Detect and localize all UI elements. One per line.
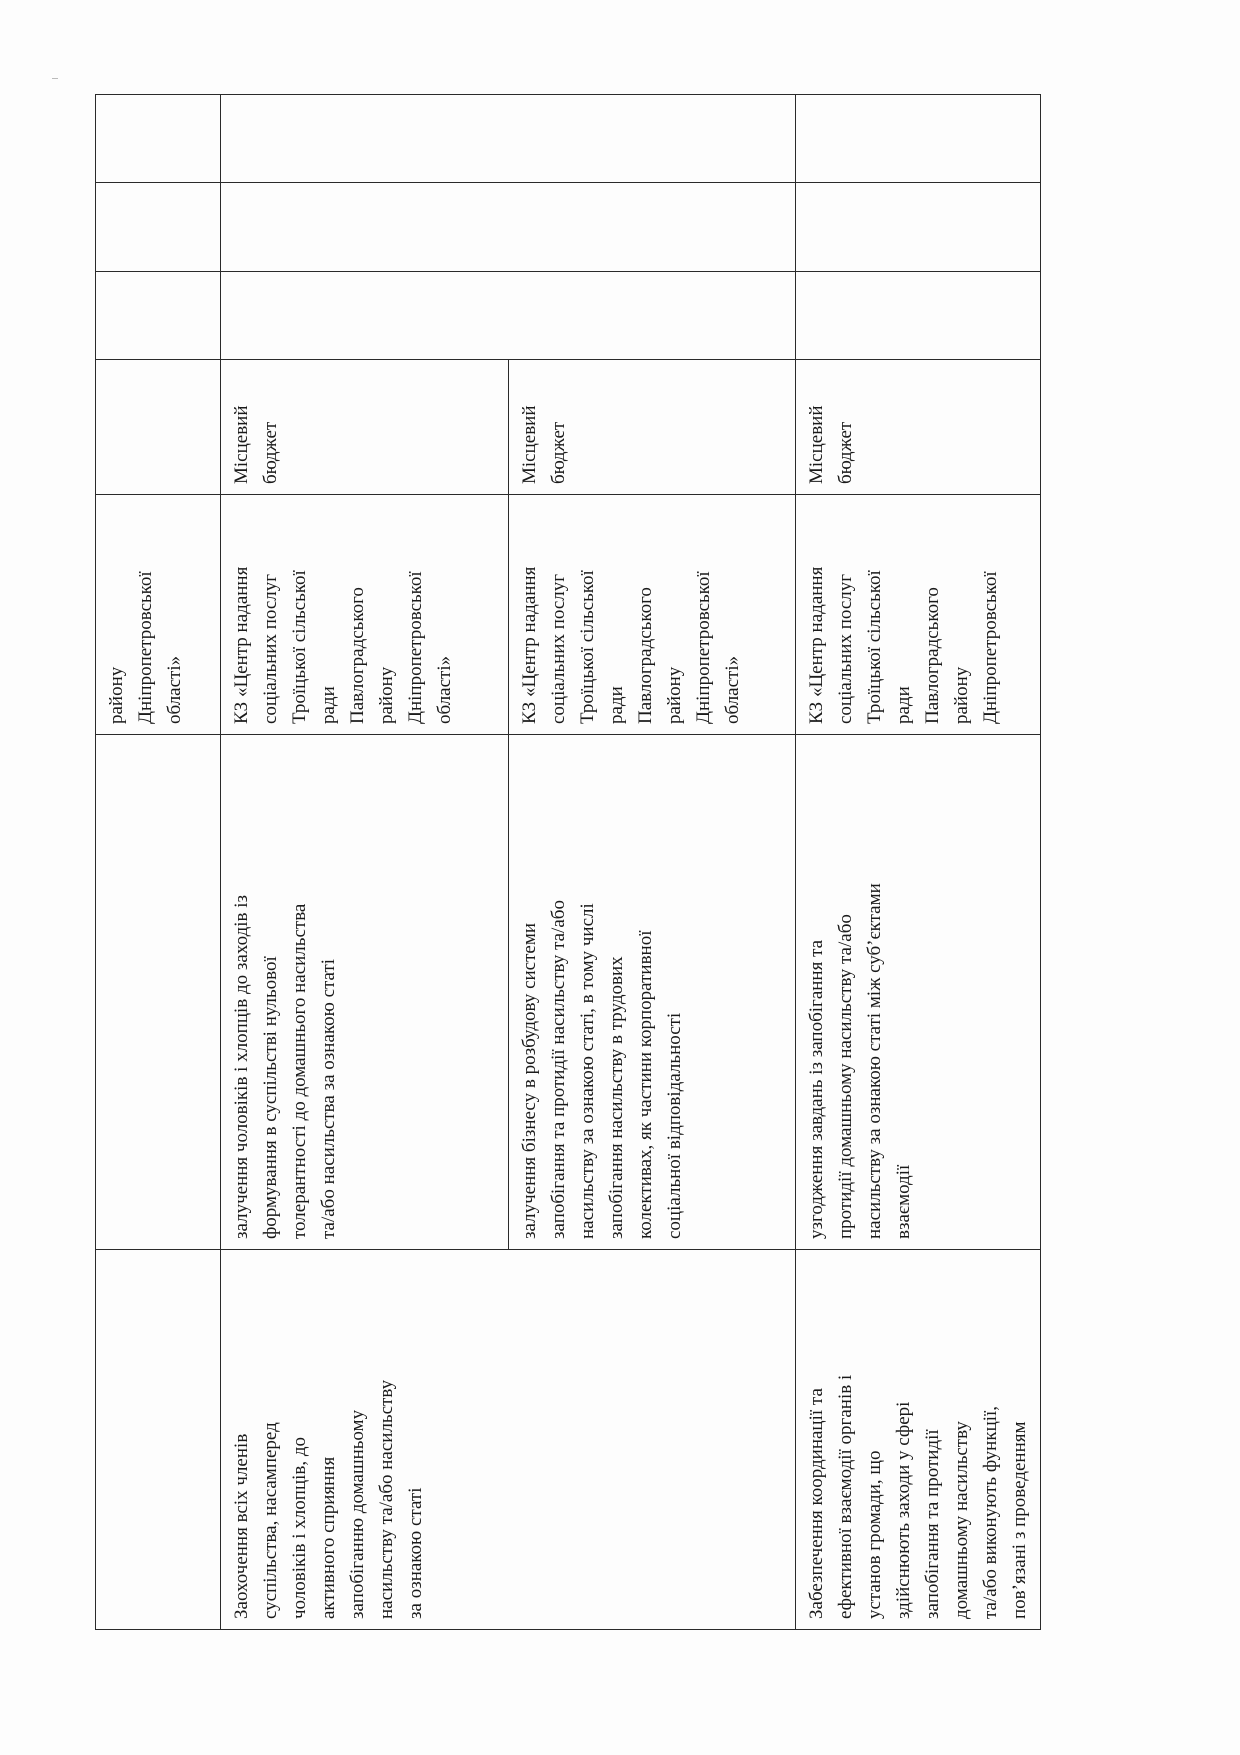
funding-line: бюджет xyxy=(260,421,281,484)
executor-line: Дніпропетровської xyxy=(980,571,1001,724)
measure-line: та/або насильства за ознакою статі xyxy=(318,958,339,1239)
task-line: за ознакою статі xyxy=(405,1487,426,1619)
executor-line: району xyxy=(106,666,127,724)
measure-line: колективах, як частини корпоративної xyxy=(635,930,656,1239)
executor-line: Дніпропетровської xyxy=(135,571,156,724)
measure-line: залучення бізнесу в розбудову системи xyxy=(519,922,540,1239)
table-row xyxy=(796,95,1041,1630)
measure-line: залучення чоловіків і хлопців до заходів із xyxy=(231,894,252,1239)
task-cell xyxy=(796,1250,1041,1630)
executor-line: соціальних послуг xyxy=(835,573,856,724)
executor-line: області» xyxy=(164,655,185,724)
executor-cell xyxy=(221,495,509,735)
executor-cell xyxy=(96,495,221,735)
funding-line: Місцевий xyxy=(806,405,827,484)
task-line: запобіганню домашньому xyxy=(347,1409,368,1619)
measure-cell xyxy=(221,735,509,1250)
empty-cell xyxy=(96,183,221,272)
measure-line: протидії домашньому насильству та/або xyxy=(835,914,856,1239)
task-line: здійснюють заходи у сфері xyxy=(893,1401,914,1619)
executor-line: ради xyxy=(893,686,914,724)
empty-cell xyxy=(796,272,1041,360)
executor-line: Троїцької сільської xyxy=(577,570,598,724)
funding-line: Місцевий xyxy=(231,405,252,484)
task-line: домашньому насильству xyxy=(951,1421,972,1619)
measure-cell xyxy=(796,735,1041,1250)
measure-line: узгодження завдань із запобігання та xyxy=(806,939,827,1239)
executor-line: Дніпропетровської xyxy=(405,571,426,724)
executor-line: КЗ «Центр надання xyxy=(231,566,252,724)
empty-cell xyxy=(221,95,796,183)
executor-cell xyxy=(796,495,1041,735)
task-line: Заохочення всіх членів xyxy=(231,1433,252,1619)
executor-line: КЗ «Центр надання xyxy=(806,566,827,724)
executor-line: району xyxy=(664,666,685,724)
task-line: ефективної взаємодії органів і xyxy=(835,1374,856,1619)
task-cell xyxy=(96,1250,221,1630)
executor-cell xyxy=(509,495,796,735)
executor-line: Павлоградського xyxy=(922,587,943,724)
empty-cell xyxy=(221,272,796,360)
executor-line: Троїцької сільської xyxy=(289,570,310,724)
task-line: чоловіків і хлопців, до xyxy=(289,1436,310,1619)
executor-line: Дніпропетровської xyxy=(693,571,714,724)
rotated-page xyxy=(95,95,1028,1630)
task-line: установ громади, що xyxy=(864,1450,885,1619)
empty-cell xyxy=(796,183,1041,272)
measure-line: формування в суспільстві нульової xyxy=(260,956,281,1239)
scan-speck xyxy=(52,78,58,79)
funding-cell xyxy=(221,360,509,495)
empty-cell xyxy=(221,183,796,272)
executor-line: Павлоградського xyxy=(635,587,656,724)
executor-line: району xyxy=(376,666,397,724)
measure-cell xyxy=(96,735,221,1250)
measure-line: взаємодії xyxy=(893,1164,914,1239)
funding-cell xyxy=(509,360,796,495)
task-line: та/або виконують функції, xyxy=(980,1405,1001,1619)
empty-cell xyxy=(96,95,221,183)
measure-line: соціальної відповідальності xyxy=(664,1012,685,1239)
task-cell xyxy=(221,1250,796,1630)
table-row xyxy=(221,95,509,1630)
executor-line: Павлоградського xyxy=(347,587,368,724)
funding-line: бюджет xyxy=(548,421,569,484)
executor-line: області» xyxy=(722,655,743,724)
empty-cell xyxy=(796,95,1041,183)
task-line: пов’язані з проведенням xyxy=(1009,1421,1030,1619)
executor-line: Троїцької сільської xyxy=(864,570,885,724)
empty-cell xyxy=(96,272,221,360)
task-line: запобігання та протидії xyxy=(922,1429,943,1619)
funding-cell xyxy=(96,360,221,495)
measure-line: толерантності до домашнього насильства xyxy=(289,903,310,1239)
funding-line: Місцевий xyxy=(519,405,540,484)
table-row-continuation xyxy=(96,95,221,1630)
executor-line: області» xyxy=(434,655,455,724)
executor-line: ради xyxy=(318,686,339,724)
executor-line: району xyxy=(951,666,972,724)
executor-line: КЗ «Центр надання xyxy=(519,566,540,724)
executor-line: ради xyxy=(606,686,627,724)
task-line: суспільства, насамперед xyxy=(260,1422,281,1619)
measure-cell xyxy=(509,735,796,1250)
executor-line: соціальних послуг xyxy=(548,573,569,724)
action-plan-table xyxy=(95,94,1041,1630)
measure-line: насильству за ознакою статі між суб’єктами xyxy=(864,883,885,1239)
funding-cell xyxy=(796,360,1041,495)
executor-line: соціальних послуг xyxy=(260,573,281,724)
measure-line: запобігання та протидії насильству та/або xyxy=(548,900,569,1239)
funding-line: бюджет xyxy=(835,421,856,484)
measure-line: насильству за ознакою статі, в тому числі xyxy=(577,903,598,1239)
measure-line: запобігання насильству в трудових xyxy=(606,956,627,1239)
task-line: активного сприяння xyxy=(318,1456,339,1619)
task-line: насильству та/або насильству xyxy=(376,1379,397,1619)
task-line: Забезпечення координації та xyxy=(806,1388,827,1619)
